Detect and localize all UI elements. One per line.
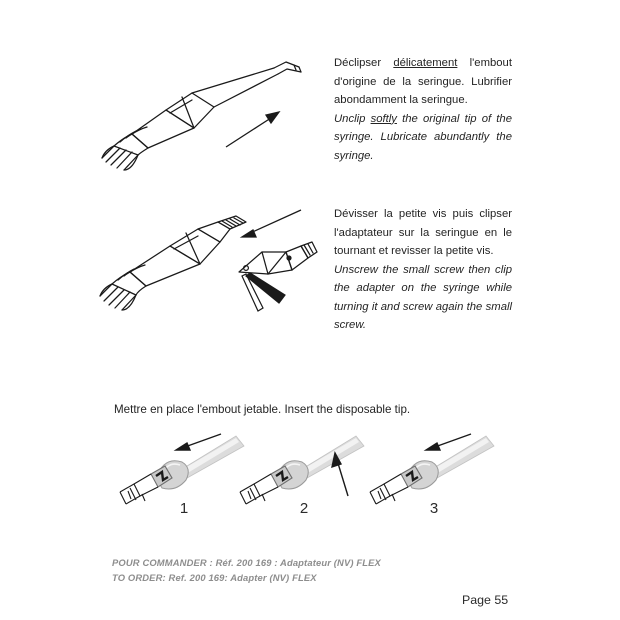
syringe-adapter-drawing	[96, 196, 318, 316]
caption-english: Insert the disposable tip.	[284, 403, 411, 416]
step-1-drawing	[118, 428, 246, 508]
emphasis-delicatement: délicatement	[393, 57, 458, 69]
arrow-left-icon	[426, 434, 471, 450]
step-2-drawing	[238, 428, 366, 508]
page-number: Page 55	[462, 593, 509, 607]
instruction-english-adapter: Unscrew the small screw then clip the adapter on the syringe while turning it and screw again the small screw.	[334, 263, 512, 331]
arrow-left-icon	[176, 434, 221, 450]
disposable-tip-caption	[114, 403, 410, 416]
syringe-adapter-illustration	[96, 196, 318, 321]
emphasis-softly: softly	[370, 112, 397, 125]
instruction-french-adapter: Dévisser la petite vis puis clipser l'adaptateur sur la seringue en le tournant et revisser la petite vis.	[334, 208, 512, 257]
adapter-port-dot	[286, 255, 291, 260]
instruction-english-unclip: Unclip softly the original tip of the syringe. Lubricate abundantly the syringe.	[334, 112, 512, 162]
step-3-drawing	[368, 428, 496, 508]
syringe-unclip-drawing	[96, 52, 316, 172]
step-number-3: 3	[429, 500, 439, 517]
arrow-left-icon	[242, 210, 301, 237]
ordering-info-english: TO ORDER: Ref. 200 169: Adapter (NV) FLEX	[112, 572, 317, 583]
instruction-text-unclip	[334, 54, 512, 165]
instruction-text-adapter	[334, 205, 512, 335]
step-number-1: 1	[179, 500, 189, 517]
caption-french: Mettre en place l'embout jetable.	[114, 403, 282, 416]
syringe-unclip-illustration	[96, 52, 316, 177]
step-number-2: 2	[299, 500, 309, 517]
arrow-up-right-icon	[226, 112, 279, 147]
screwdriver-icon	[242, 273, 285, 311]
instruction-french-unclip: Déclipser délicatement l'embout d'origine de la seringue. Lubrifier abondamment la seringue.	[334, 57, 512, 106]
ordering-info-french: POUR COMMANDER : Réf. 200 169 : Adaptateur (NV) FLEX	[112, 557, 381, 568]
